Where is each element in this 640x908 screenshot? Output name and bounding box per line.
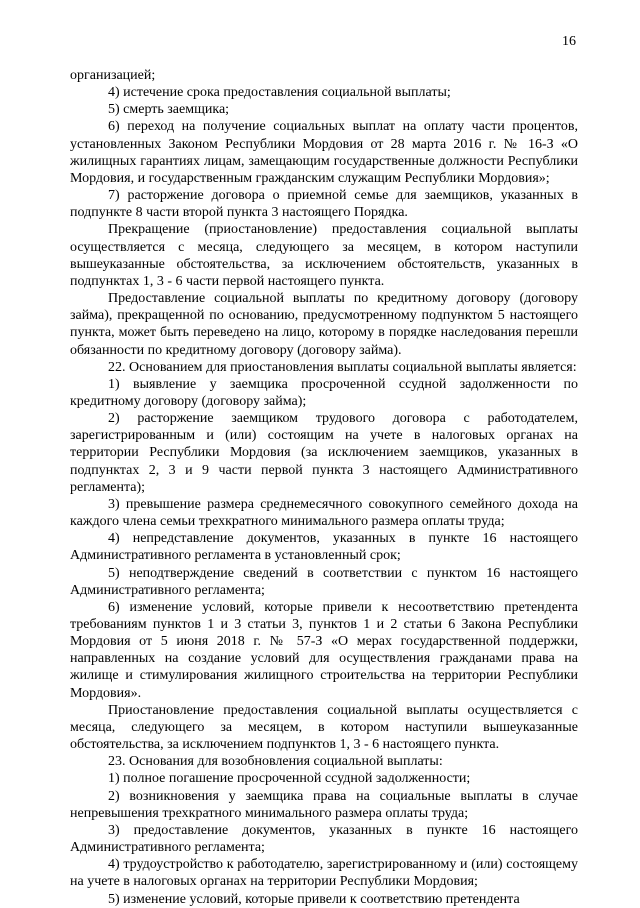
paragraph: 4) непредставление документов, указанных в пункте 16 настоящего Административного регламента в установленный срок; [70,531,578,564]
paragraph: 22. Основанием для приостановления выплаты социальной выплаты является: [108,359,577,375]
paragraph: 5) изменение условий, которые привели к соответствию претендента [108,891,520,907]
paragraph: 5) неподтверждение сведений в соответствии с пунктом 16 настоящего Административного регламента; [70,565,578,598]
paragraph: 3) превышение размера среднемесячного совокупного семейного дохода на каждого члена семьи трехкратного минимального размера оплаты труда; [70,496,578,530]
paragraph: организацией; [70,68,156,83]
paragraph: 6) переход на получение социальных выплат на оплату части процентов, установленных Законом Республики Мордовия от 28 марта 2016 г. № 16-З «О жилищных гарантиях лицам, замещающим государственные должности Республики Мордовия, и государственным гражданским служащим Республики Мордовия»; [70,119,578,186]
paragraph: 3) предоставление документов, указанных в пункте 16 настоящего Административного регламента; [70,822,578,856]
document-body [70,67,578,908]
paragraph: 4) трудоустройство к работодателю, зарегистрированному и (или) состоящему на учете в налоговых органах на территории Республики Мордовия; [70,857,578,890]
paragraph: 2) расторжение заемщиком трудового договора с работодателем, зарегистрированным и (или) состоящим на учете в налоговых органах на территории Республики Мордовия (за исключением заемщиков, указанных в подпунктах 2, 3 и 9 части первой пункта 3 настоящего Административного регламента); [70,411,578,495]
paragraph: 1) полное погашение просроченной ссудной задолженности; [108,771,471,787]
paragraph: 23. Основания для возобновления социальной выплаты: [108,754,443,770]
paragraph: 5) смерть заемщика; [108,102,230,118]
paragraph: 1) выявление у заемщика просроченной ссудной задолженности по кредитному договору (договору займа); [70,376,578,409]
paragraph: 4) истечение срока предоставления социальной выплаты; [108,85,451,101]
paragraph: 6) изменение условий, которые привели к несоответствию претендента требованиям пунктов 1 и 3 статьи 3, пунктов 1 и 2 статьи 6 Закона Республики Мордовия от 5 июня 2018 г. № 57-З «О мерах государственной поддержки, направленных на создание условий для осуществления гражданами права на жилище и стимулирования жилищного строительства на территории Республики Мордовия». [70,599,578,701]
paragraph: 7) расторжение договора о приемной семье для заемщиков, указанных в подпункте 8 части второй пункта 3 настоящего Порядка. [70,188,578,221]
paragraph: Приостановление предоставления социальной выплаты осуществляется с месяца, следующего за месяцем, в котором наступили вышеуказанные обстоятельства, за исключением подпунктов 1, 3 - 6 настоящего пункта. [70,702,578,753]
paragraph: Предоставление социальной выплаты по кредитному договору (договору займа), прекращенной по основанию, предусмотренному подпунктом 5 настоящего пункта, может быть переведено на лицо, которому в порядке наследования перешли обязанности по кредитному договору (договору займа). [70,291,578,358]
paragraph: 2) возникновения у заемщика права на социальные выплаты в случае непревышения трехкратного минимального размера оплаты труда; [70,788,578,821]
page-number: 16 [562,34,576,49]
paragraph: Прекращение (приостановление) предоставления социальной выплаты осуществляется с месяца, следующего за месяцем, в котором наступили вышеуказанные обстоятельства, за исключением обстоятельств, указанных в подпунктах 1, 3 - 6 части первой настоящего пункта. [70,222,578,289]
